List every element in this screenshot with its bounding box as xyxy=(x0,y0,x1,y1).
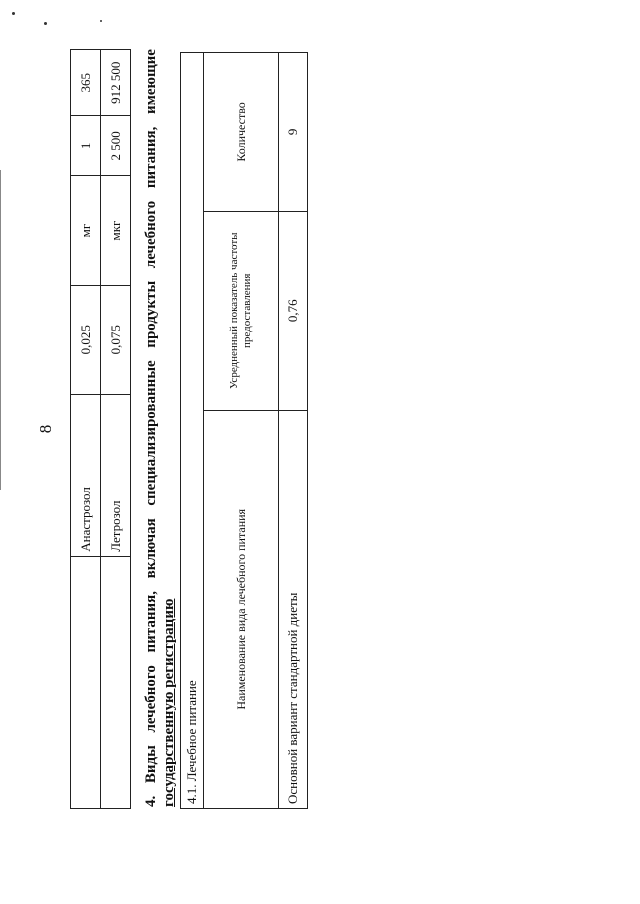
frequency-cell: 1 xyxy=(71,116,101,176)
table-row xyxy=(279,53,308,809)
total-cell: 365 xyxy=(71,50,101,116)
table-row xyxy=(71,50,101,809)
column-header-quantity: Количество xyxy=(204,53,279,212)
heading-word: продукты xyxy=(143,280,159,348)
total-cell: 912 500 xyxy=(101,50,131,116)
drug-table xyxy=(70,49,131,809)
dose-cell: 0,025 xyxy=(71,285,101,394)
section-heading-line-2: государственную регистрацию xyxy=(161,598,177,807)
subsection-title: 4.1. Лечебное питание xyxy=(181,53,204,809)
heading-word: лечебного xyxy=(143,665,159,733)
heading-word: включая xyxy=(143,518,159,579)
table-header-row xyxy=(204,53,279,809)
section-number: 4. xyxy=(143,795,159,807)
drug-name-cell: Летрозол xyxy=(101,394,131,556)
table-row xyxy=(181,53,204,809)
dose-cell: 0,075 xyxy=(101,285,131,394)
unit-cell: мкг xyxy=(101,176,131,285)
diet-name-cell: Основной вариант стандартной диеты xyxy=(279,410,308,808)
unit-cell: мг xyxy=(71,176,101,285)
section-heading-line-1 xyxy=(142,49,160,807)
heading-word: лечебного xyxy=(143,200,159,269)
column-header-frequency: Усредненный показатель частоты предоставления xyxy=(204,211,279,410)
page-number: 8 xyxy=(36,424,55,434)
blank-cell xyxy=(101,556,131,808)
heading-word: специализированные xyxy=(143,360,159,506)
blank-cell xyxy=(71,556,101,808)
frequency-cell: 0,76 xyxy=(279,211,308,410)
heading-word: питания, xyxy=(143,126,159,189)
section-heading xyxy=(142,49,178,807)
heading-word: питания, xyxy=(143,591,159,653)
quantity-cell: 9 xyxy=(279,53,308,212)
rotated-page-content xyxy=(0,4,640,904)
table-row xyxy=(101,50,131,809)
frequency-cell: 2 500 xyxy=(101,116,131,176)
heading-word: имеющие xyxy=(143,49,159,115)
heading-word: Виды xyxy=(143,745,159,784)
column-header-name: Наименование вида лечебного питания xyxy=(204,410,279,808)
nutrition-table xyxy=(180,52,308,809)
drug-name-cell: Анастрозол xyxy=(71,394,101,556)
